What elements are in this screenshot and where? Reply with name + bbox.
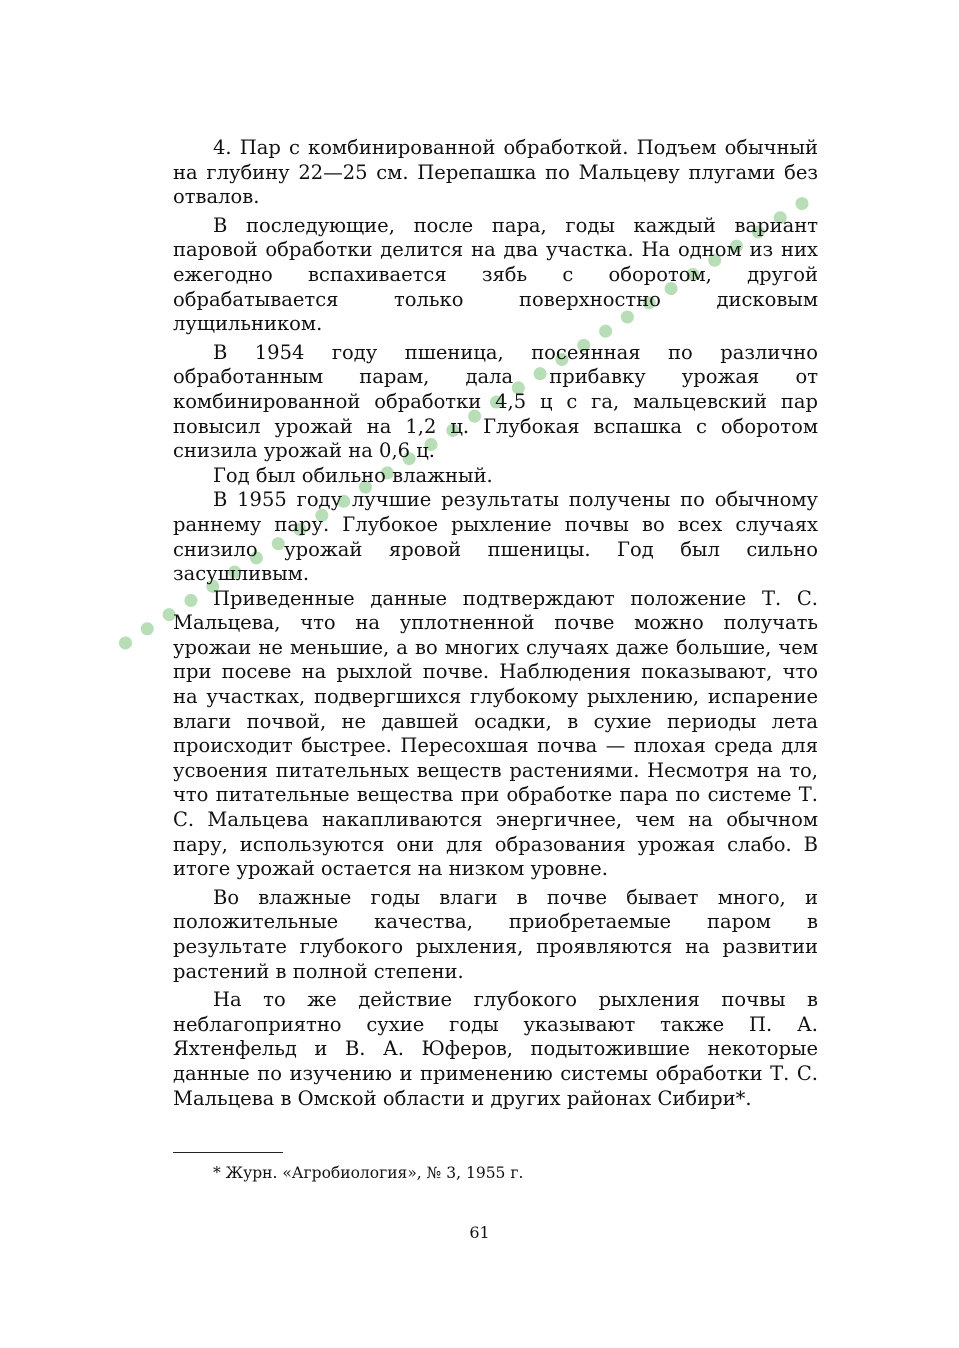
- paragraph-1: 4. Пар с комбинированной обработкой. Подъем обычный на глубину 22—25 см. Перепашка по Мальцеву плугами без отвалов.: [173, 136, 818, 209]
- paragraph-7: Во влажные годы влаги в почве бывает много, и положительные качества, приобретаемые паром в результате глубокого рыхления, проявляются на развитии растений в полной степени.: [173, 885, 818, 983]
- paragraph-4: Год был обильно влажный.: [213, 463, 493, 487]
- footnote-separator: [173, 1152, 283, 1153]
- paragraph-6: Приведенные данные подтверждают положение Т. С. Мальцева, что на уплотненной почве можно получать урожаи не меньшие, а во многих случаях даже большие, чем при посеве на рыхлой почве. Наблюдения показывают, что на участках, подвергшихся глубокому рыхлению, испарение влаги почвой, не давшей осадки, в сухие периоды лета происходит быстрее. Пересохшая почва — плохая среда для усвоения питательных веществ растениями. Несмотря на то, что питательные вещества при обработке пара по системе Т. С. Мальцева накапливаются энергичнее, чем на обычном пару, используются они для образования урожая слабо. В итоге урожай остается на низком уровне.: [173, 586, 818, 881]
- paragraph-8: На то же действие глубокого рыхления почвы в неблагоприятно сухие годы указывают также П. А. Яхтенфельд и В. А. Юферов, подытожившие некоторые данные по изучению и применению системы обработки Т. С. Мальцева в Омской области и других районах Сибири*.: [173, 988, 818, 1110]
- paragraph-3: В 1954 году пшеница, посеянная по различно обработанным парам, дала прибавку урожая от комбинированной обработки 4,5 ц с га, мальцевский пар повысил урожай на 1,2 ц. Глубокая вспашка с оборотом снизила урожай на 0,6 ц.: [173, 340, 818, 463]
- paragraph-5: В 1955 году лучшие результаты получены по обычному раннему пару. Глубокое рыхление почвы во всех случаях снизило урожай яровой пшеницы. Год был сильно засушливым.: [173, 488, 818, 586]
- main-text: [173, 136, 818, 1111]
- page-number: 61: [469, 1223, 490, 1242]
- footnote: * Журн. «Агробиология», № 3, 1955 г.: [213, 1164, 524, 1182]
- paragraph-2: В последующие, после пара, годы каждый вариант паровой обработки делится на два участка. На одном из них ежегодно вспахивается зябь с оборотом, другой обрабатывается только поверхностно дисковым лущильником.: [173, 213, 818, 336]
